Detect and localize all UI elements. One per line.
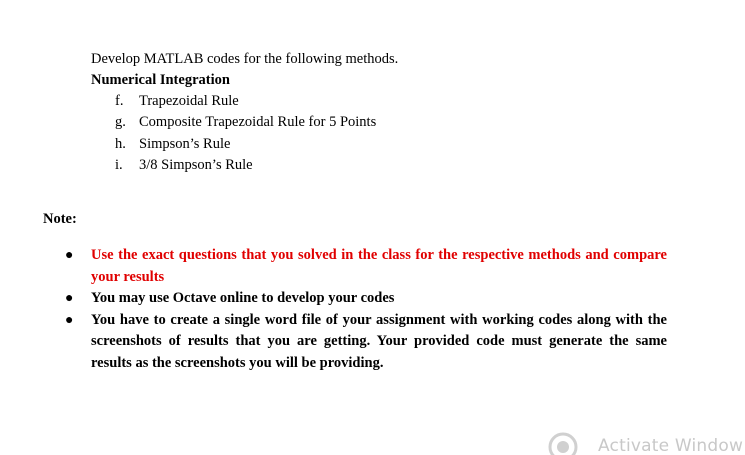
method-item bbox=[115, 155, 376, 176]
method-item bbox=[115, 112, 376, 133]
method-label: 3/8 Simpson’s Rule bbox=[139, 156, 253, 173]
watermark-text: Activate Window bbox=[598, 436, 744, 455]
note-item bbox=[65, 310, 667, 375]
note-item bbox=[65, 288, 667, 310]
method-marker: f. bbox=[115, 93, 124, 109]
bullet-icon: ● bbox=[65, 312, 74, 328]
note-text: You may use Octave online to develop your codes bbox=[91, 290, 395, 306]
method-marker: h. bbox=[115, 135, 126, 152]
method-marker: g. bbox=[115, 114, 126, 131]
note-text: Use the exact questions that you solved in the class for the respective methods and compare your results bbox=[91, 247, 667, 285]
intro-text: Develop MATLAB codes for the following methods. bbox=[91, 51, 399, 67]
method-item bbox=[115, 91, 376, 112]
method-item bbox=[115, 134, 376, 155]
methods-list bbox=[115, 91, 376, 176]
windows-activation-icon bbox=[548, 432, 578, 455]
notes-list bbox=[65, 245, 667, 374]
method-label: Composite Trapezoidal Rule for 5 Points bbox=[139, 114, 377, 131]
method-label: Trapezoidal Rule bbox=[139, 93, 239, 109]
activation-watermark bbox=[548, 430, 743, 455]
note-text: You have to create a single word file of your assignment with working codes along with the screenshots of results that you are getting. Your provided code must generate the same results as the screenshots you will be providing. bbox=[91, 311, 667, 371]
method-label: Simpson’s Rule bbox=[139, 135, 231, 152]
note-label: Note: bbox=[43, 211, 77, 227]
bullet-icon: ● bbox=[65, 291, 74, 306]
method-marker: i. bbox=[115, 156, 123, 173]
note-item bbox=[65, 245, 667, 288]
section-heading: Numerical Integration bbox=[91, 72, 230, 88]
bullet-icon: ● bbox=[65, 248, 74, 263]
